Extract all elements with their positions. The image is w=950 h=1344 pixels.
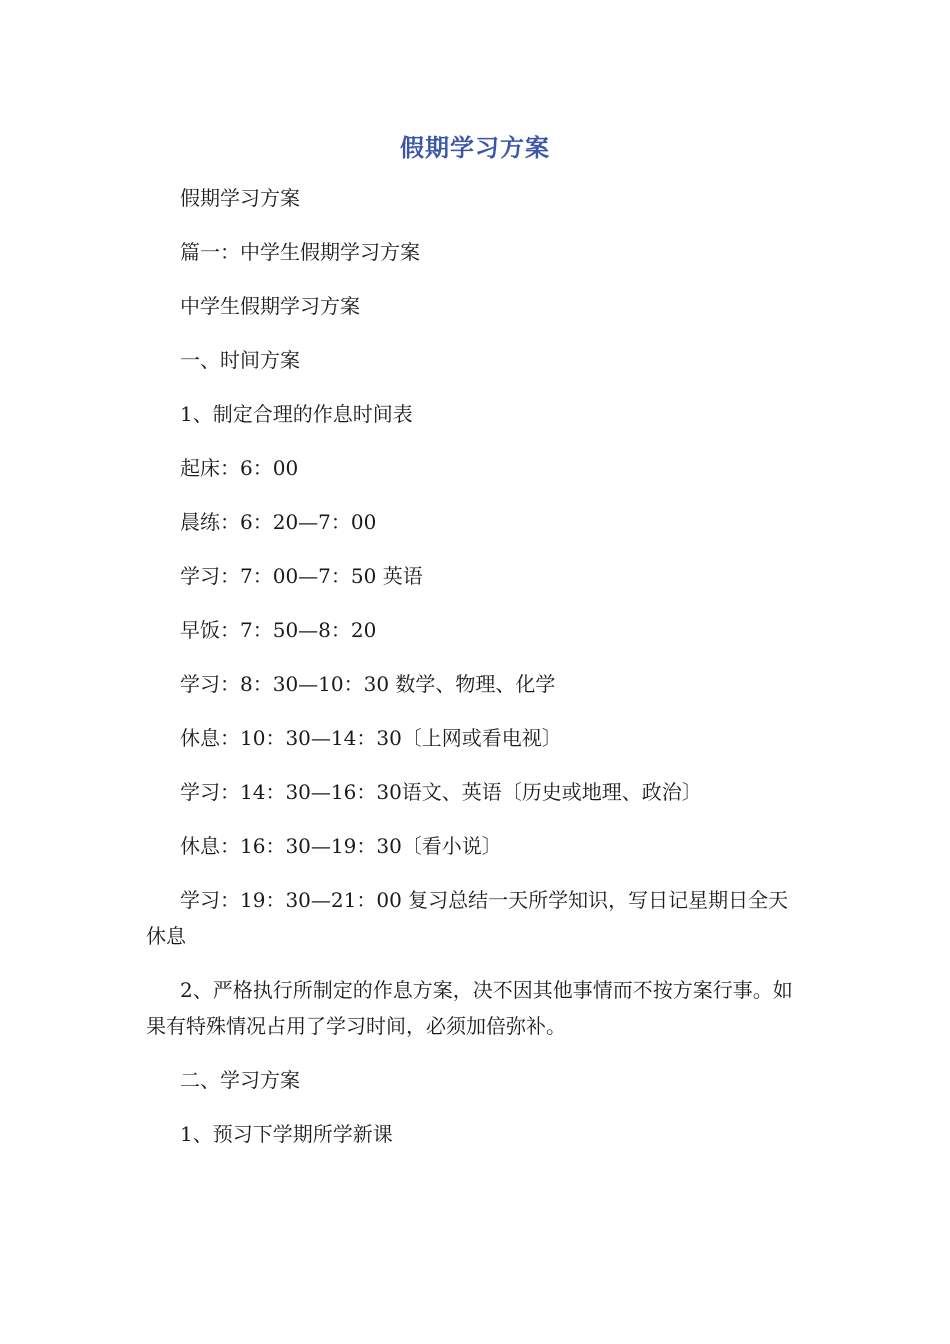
- paragraph: 1、预习下学期所学新课: [180, 1122, 393, 1146]
- schedule-item: 学习：8：30—10：30 数学、物理、化学: [180, 672, 556, 696]
- schedule-item: 休息：16：30—19：30〔看小说〕: [180, 834, 502, 858]
- paragraph: 假期学习方案: [180, 186, 300, 210]
- schedule-item: 学习：14：30—16：30语文、英语〔历史或地理、政治〕: [180, 780, 702, 804]
- schedule-item: 起床：6：00: [180, 456, 299, 480]
- document-title: 假期学习方案: [400, 134, 550, 162]
- schedule-item: 休息：10：30—14：30〔上网或看电视〕: [180, 726, 562, 750]
- paragraph: 中学生假期学习方案: [180, 294, 360, 318]
- schedule-item: 晨练：6：20—7：00: [180, 510, 377, 534]
- schedule-item: 早饭：7：50—8：20: [180, 618, 377, 642]
- schedule-item: 学习：19：30—21：00 复习总结一天所学知识，写日记星期日全天休息: [146, 888, 789, 948]
- paragraph: 2、严格执行所制定的作息方案，决不因其他事情而不按方案行事。如果有特殊情况占用了学习时间，必须加倍弥补。: [146, 978, 793, 1038]
- paragraph: 篇一：中学生假期学习方案: [180, 240, 420, 264]
- schedule-item: 学习：7：00—7：50 英语: [180, 564, 423, 588]
- section-heading: 二、学习方案: [180, 1068, 300, 1092]
- section-heading: 一、时间方案: [180, 348, 300, 372]
- document-body: [146, 180, 806, 1170]
- paragraph: 1、制定合理的作息时间表: [180, 402, 413, 426]
